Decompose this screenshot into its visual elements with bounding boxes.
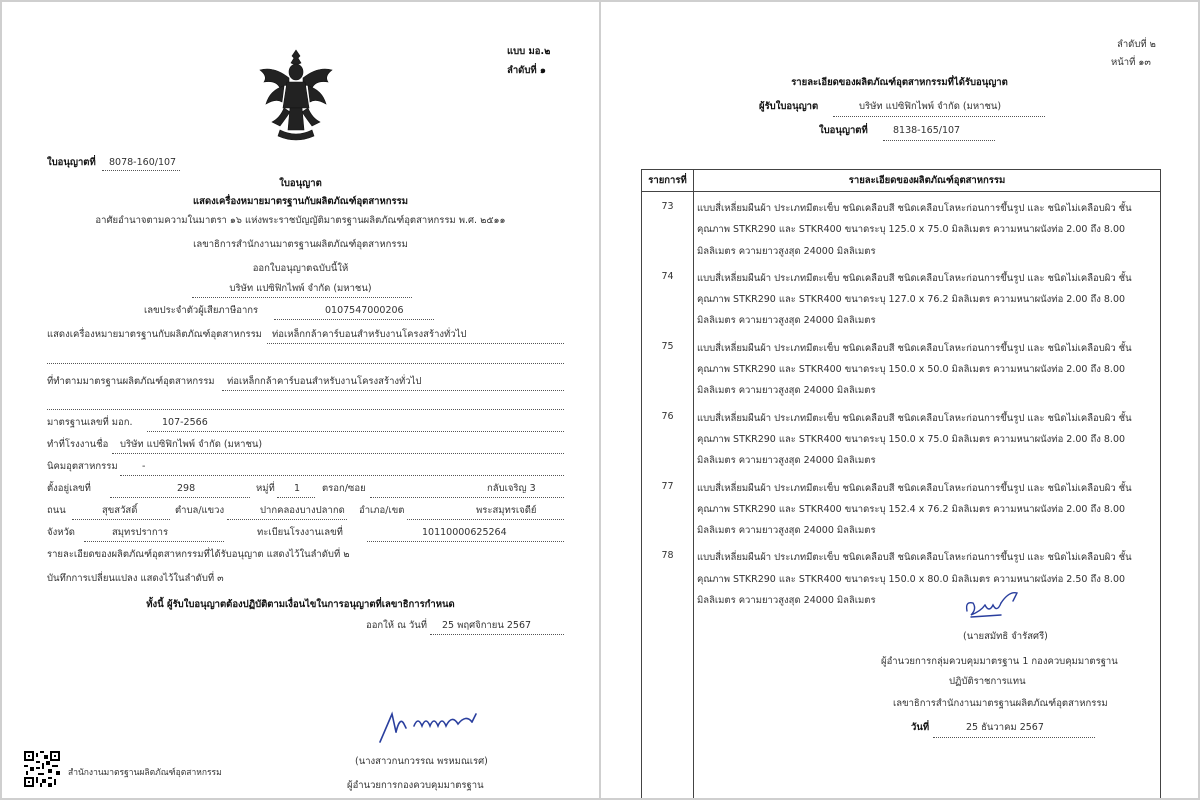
mark-product-label: แสดงเครื่องหมายมาตรฐานกับผลิตภัณฑ์อุตสาหกรรม [47, 329, 262, 340]
road-label: ถนน [47, 505, 66, 516]
factory-name-label: ทำที่โรงงานชื่อ [47, 439, 109, 450]
acting-label: ปฏิบัติราชการแทน [949, 676, 1026, 687]
dotted-line [367, 541, 564, 542]
signatory-title: ผู้อำนวยการกลุ่มควบคุมมาตรฐาน 1 กองควบคุมมาตรฐาน [881, 656, 1118, 667]
secretary-title: เลขาธิการสำนักงานมาตรฐานผลิตภัณฑ์อุตสาหกรรม [893, 698, 1108, 709]
moo-label: หมู่ที่ [256, 483, 275, 494]
signatory-name: (นางสาวกนกวรรณ พรหมณเรศ) [355, 756, 488, 767]
item-number: 77 [642, 472, 694, 542]
licensee: บริษัท แปซิฟิกไพพ์ จำกัด (มหาชน) [859, 101, 1002, 112]
dotted-line [147, 431, 564, 432]
table-row [642, 402, 1161, 472]
estate-label: นิคมอุตสาหกรรม [47, 461, 118, 472]
table-header-row [642, 170, 1161, 192]
qr-code-icon [24, 751, 60, 787]
sequence-label: ลำดับที่ ๑ [507, 65, 546, 76]
dotted-line [267, 343, 564, 344]
province-label: จังหวัด [47, 527, 75, 538]
issue-date-label: ออกให้ ณ วันที่ [366, 620, 428, 631]
standard-product-label: ที่ทำตามมาตรฐานผลิตภัณฑ์อุตสาหกรรม [47, 376, 215, 387]
date-label: วันที่ [911, 722, 930, 733]
details-note: รายละเอียดของผลิตภัณฑ์อุตสาหกรรมที่ได้รับอนุญาต แสดงไว้ในลำดับที่ ๒ [47, 549, 350, 560]
standard-no-label: มาตรฐานเลขที่ มอก. [47, 417, 133, 428]
factory-reg-label: ทะเบียนโรงงานเลขที่ [257, 527, 343, 538]
dotted-line [110, 497, 250, 498]
company-name: บริษัท แปซิฟิกไพพ์ จำกัด (มหาชน) [229, 283, 372, 294]
address-no-label: ตั้งอยู่เลขที่ [47, 483, 91, 494]
authority-line: อาศัยอำนาจตามความในมาตรา ๑๖ แห่งพระราชบัญญัติมาตรฐานผลิตภัณฑ์อุตสาหกรรม พ.ศ. ๒๕๑๑ [95, 215, 506, 226]
subdistrict-label: ตำบล/แขวง [175, 505, 225, 516]
signatory-name: (นายสมัทธิ จำรัสศรี) [963, 631, 1048, 642]
soi-label: ตรอก/ซอย [322, 483, 366, 494]
province: สมุทรปราการ [112, 527, 169, 538]
dotted-line [274, 319, 434, 320]
dotted-line [227, 519, 347, 520]
dotted-line [222, 390, 564, 391]
signatory-title: ผู้อำนวยการกองควบคุมมาตรฐาน [347, 780, 484, 791]
item-description: แบบสี่เหลี่ยมผืนผ้า ประเภทมีตะเข็บ ชนิดเคลือบสี ชนิดเคลือบโลหะก่อนการขึ้นรูป และ ชนิดไม่เคลือบผิว ชั้นคุณภาพ STKR290 และ STKR400 ขนาดระบุ 150.0 x 75.0 มิลลิเมตร ความหนาผนังท่อ 2.00 ถึง 8.00 มิลลิเมตร ความยาวสูงสุด 24000 มิลลิเมตร [694, 402, 1161, 472]
district-label: อำเภอ/เขต [359, 505, 405, 516]
item-number: 78 [642, 541, 694, 611]
moo: 1 [294, 483, 301, 494]
secretary-line: เลขาธิการสำนักงานมาตรฐานผลิตภัณฑ์อุตสาหกรรม [193, 239, 408, 250]
table-row [642, 262, 1161, 332]
license-no-label: ใบอนุญาตที่ [819, 125, 868, 136]
dotted-line [430, 634, 564, 635]
sign-date: 25 ธันวาคม 2567 [966, 722, 1044, 733]
page-number: หน้าที่ ๑๓ [1111, 57, 1151, 68]
issue-date: 25 พฤศจิกายน 2567 [442, 620, 532, 631]
factory-name: บริษัท แปซิฟิกไพพ์ จำกัด (มหาชน) [120, 439, 263, 450]
column-header-detail: รายละเอียดของผลิตภัณฑ์อุตสาหกรรม [694, 170, 1161, 192]
dotted-line [833, 116, 1045, 117]
address-no: 298 [177, 483, 196, 494]
sequence-label: ลำดับที่ ๒ [1117, 39, 1156, 50]
dotted-line [883, 140, 995, 141]
dotted-line [370, 497, 564, 498]
item-description: แบบสี่เหลี่ยมผืนผ้า ประเภทมีตะเข็บ ชนิดเคลือบสี ชนิดเคลือบโลหะก่อนการขึ้นรูป และ ชนิดไม่เคลือบผิว ชั้นคุณภาพ STKR290 และ STKR400 ขนาดระบุ 152.4 x 76.2 มิลลิเมตร ความหนาผนังท่อ 2.00 ถึง 8.00 มิลลิเมตร ความยาวสูงสุด 24000 มิลลิเมตร [694, 472, 1161, 542]
estate: - [142, 461, 146, 472]
district: พระสมุทรเจดีย์ [476, 505, 537, 516]
item-number: 73 [642, 192, 694, 262]
mark-product-value: ท่อเหล็กกล้าคาร์บอนสำหรับงานโครงสร้างทั่วไป [272, 329, 467, 340]
column-header-item: รายการที่ [642, 170, 694, 192]
page-title: ใบอนุญาต [279, 178, 322, 189]
form-code: แบบ มอ.๒ [507, 46, 551, 57]
standard-no: 107-2566 [162, 417, 208, 428]
road: สุขสวัสดิ์ [102, 505, 138, 516]
license-no: 8138-165/107 [893, 125, 961, 136]
signature-icon [374, 702, 484, 748]
signature-icon [961, 587, 1031, 621]
licensee-label: ผู้รับใบอนุญาต [759, 101, 819, 112]
dotted-line [84, 541, 224, 542]
page-subtitle: แสดงเครื่องหมายมาตรฐานกับผลิตภัณฑ์อุตสาหกรรม [193, 196, 408, 207]
table-row [642, 472, 1161, 542]
tax-id-label: เลขประจำตัวผู้เสียภาษีอากร [144, 305, 259, 316]
condition-note: ทั้งนี้ ผู้รับใบอนุญาตต้องปฏิบัติตามเงื่อนไขในการอนุญาตที่เลขาธิการกำหนด [146, 599, 455, 610]
details-heading: รายละเอียดของผลิตภัณฑ์อุตสาหกรรมที่ได้รับอนุญาต [791, 77, 1008, 88]
license-no-label: ใบอนุญาตที่ [47, 157, 96, 168]
factory-reg: 10110000625264 [422, 527, 507, 538]
standard-product-value: ท่อเหล็กกล้าคาร์บอนสำหรับงานโครงสร้างทั่วไป [227, 376, 422, 387]
subdistrict: ปากคลองบางปลากด [260, 505, 345, 516]
dotted-line [933, 737, 1095, 738]
dotted-line [112, 453, 564, 454]
dotted-line [277, 497, 315, 498]
soi: กลับเจริญ 3 [487, 483, 536, 494]
dotted-line [192, 297, 412, 298]
garuda-emblem-icon [254, 46, 338, 146]
dotted-line [120, 475, 564, 476]
dotted-line [47, 409, 564, 410]
product-details-page [601, 2, 1198, 798]
item-description: แบบสี่เหลี่ยมผืนผ้า ประเภทมีตะเข็บ ชนิดเคลือบสี ชนิดเคลือบโลหะก่อนการขึ้นรูป และ ชนิดไม่เคลือบผิว ชั้นคุณภาพ STKR290 และ STKR400 ขนาดระบุ 150.0 x 80.0 มิลลิเมตร ความหนาผนังท่อ 2.50 ถึง 8.00 มิลลิเมตร ความยาวสูงสุด 24000 มิลลิเมตร [694, 541, 1161, 611]
tax-id: 0107547000206 [325, 305, 404, 316]
license-page [2, 2, 599, 798]
dotted-line [72, 519, 170, 520]
table-row [642, 541, 1161, 611]
issued-line: ออกใบอนุญาตฉบับนี้ให้ [252, 263, 349, 274]
item-description: แบบสี่เหลี่ยมผืนผ้า ประเภทมีตะเข็บ ชนิดเคลือบสี ชนิดเคลือบโลหะก่อนการขึ้นรูป และ ชนิดไม่เคลือบผิว ชั้นคุณภาพ STKR290 และ STKR400 ขนาดระบุ 125.0 x 75.0 มิลลิเมตร ความหนาผนังท่อ 2.00 ถึง 8.00 มิลลิเมตร ความยาวสูงสุด 24000 มิลลิเมตร [694, 192, 1161, 262]
footer-org: สำนักงานมาตรฐานผลิตภัณฑ์อุตสาหกรรม [68, 768, 222, 778]
table-row [642, 332, 1161, 402]
item-number: 74 [642, 262, 694, 332]
item-number: 75 [642, 332, 694, 402]
changes-note: บันทึกการเปลี่ยนแปลง แสดงไว้ในลำดับที่ ๓ [47, 573, 224, 584]
item-description: แบบสี่เหลี่ยมผืนผ้า ประเภทมีตะเข็บ ชนิดเคลือบสี ชนิดเคลือบโลหะก่อนการขึ้นรูป และ ชนิดไม่เคลือบผิว ชั้นคุณภาพ STKR290 และ STKR400 ขนาดระบุ 150.0 x 50.0 มิลลิเมตร ความหนาผนังท่อ 2.00 ถึง 8.00 มิลลิเมตร ความยาวสูงสุด 24000 มิลลิเมตร [694, 332, 1161, 402]
dotted-line [47, 363, 564, 364]
dotted-line [102, 170, 180, 171]
dotted-line [407, 519, 564, 520]
license-no: 8078-160/107 [109, 157, 177, 168]
table-row [642, 192, 1161, 262]
item-number: 76 [642, 402, 694, 472]
item-description: แบบสี่เหลี่ยมผืนผ้า ประเภทมีตะเข็บ ชนิดเคลือบสี ชนิดเคลือบโลหะก่อนการขึ้นรูป และ ชนิดไม่เคลือบผิว ชั้นคุณภาพ STKR290 และ STKR400 ขนาดระบุ 127.0 x 76.2 มิลลิเมตร ความหนาผนังท่อ 2.00 ถึง 8.00 มิลลิเมตร ความยาวสูงสุด 24000 มิลลิเมตร [694, 262, 1161, 332]
